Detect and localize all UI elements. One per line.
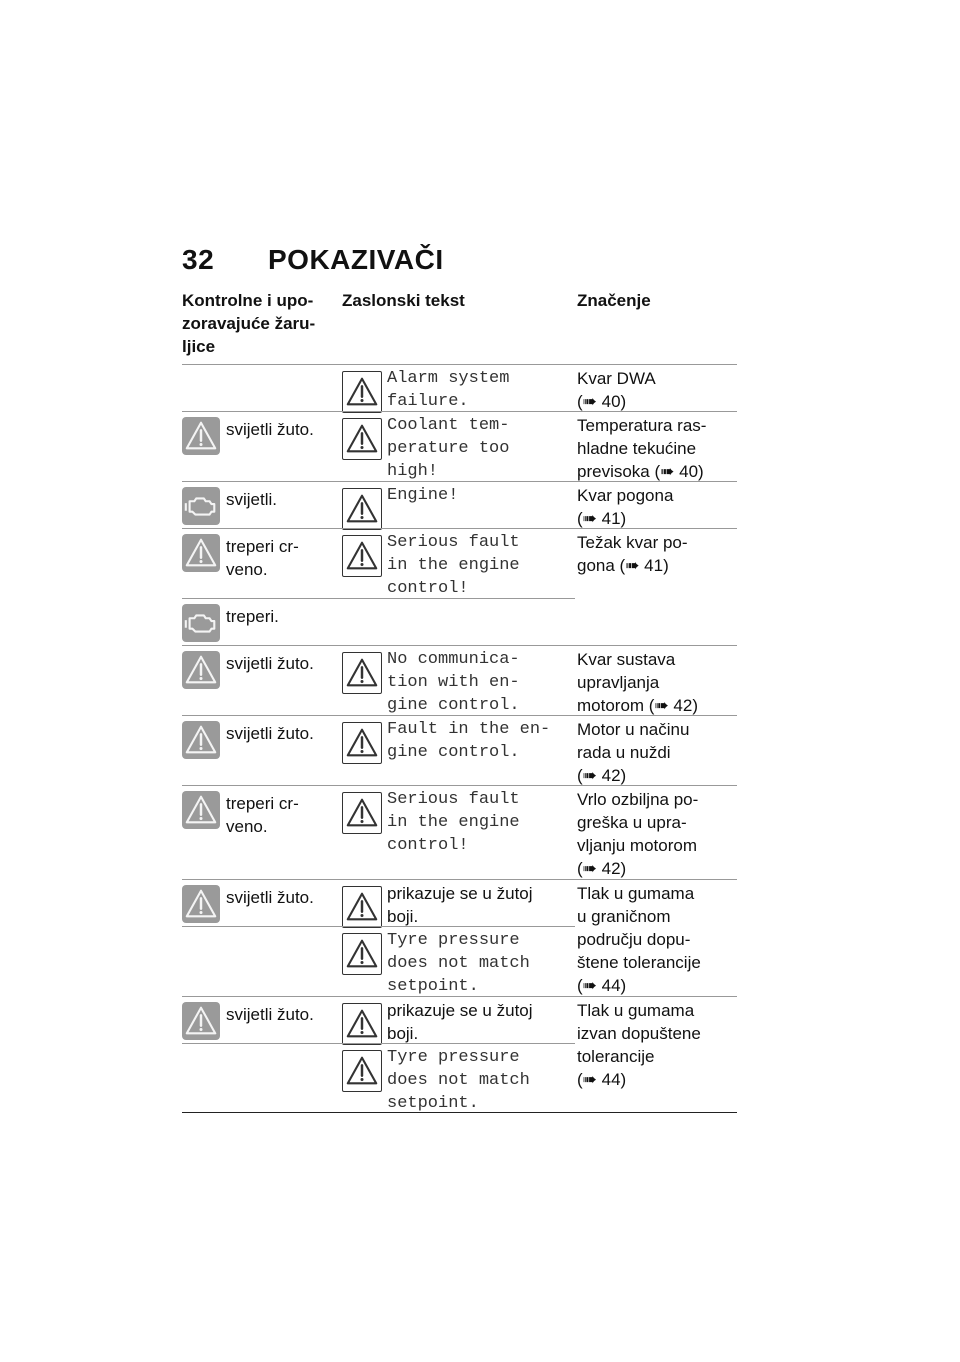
text-line: području dopu- [577, 930, 691, 949]
column-header-line: zoravajuće žaru- [182, 314, 316, 333]
meaning-text [577, 718, 737, 787]
indicator-state-text [226, 1003, 338, 1026]
text-line: control! [387, 836, 469, 855]
meaning-text [577, 788, 737, 880]
text-line: boji. [387, 907, 419, 926]
warning-triangle-icon [182, 1002, 220, 1040]
text-line: in the engine [387, 556, 520, 575]
warning-triangle-outline-icon [342, 792, 382, 834]
warning-triangle-icon [182, 885, 220, 923]
text-line: prikazuje se u žutoj [387, 1001, 533, 1020]
text-line: upravljanja [577, 673, 660, 692]
warning-triangle-outline-icon [342, 886, 382, 928]
text-line: Kvar DWA [577, 369, 656, 388]
text-line: veno. [226, 817, 268, 836]
engine-check-icon [182, 604, 220, 642]
row-divider [182, 598, 575, 599]
text-line: (➠ 42) [577, 766, 627, 785]
text-line: Tyre pressure [387, 931, 520, 950]
text-line: tolerancije [577, 1047, 655, 1066]
warning-triangle-icon [182, 534, 220, 572]
meaning-text [577, 999, 737, 1091]
warning-triangle-outline-icon [342, 371, 382, 413]
text-line: previsoka (➠ 40) [577, 462, 704, 481]
display-text [387, 788, 567, 857]
row-divider [182, 528, 737, 529]
text-line: Coolant tem- [387, 416, 510, 435]
text-line: gine control. [387, 696, 520, 715]
row-divider [182, 645, 737, 646]
text-line: in the engine [387, 813, 520, 832]
text-line: svijetli žuto. [226, 724, 314, 743]
warning-triangle-icon [182, 791, 220, 829]
text-line: high! [387, 462, 439, 481]
text-line: (➠ 40) [577, 392, 627, 411]
text-line: Tlak u gumama [577, 884, 695, 903]
display-text [387, 1046, 567, 1115]
warning-triangle-icon [182, 651, 220, 689]
text-line: Motor u načinu [577, 720, 690, 739]
display-text [387, 999, 567, 1045]
text-line: does not match [387, 954, 530, 973]
column-header-line: ljice [182, 337, 216, 356]
text-line: (➠ 41) [577, 509, 627, 528]
text-line: setpoint. [387, 977, 479, 996]
text-line: gona (➠ 41) [577, 556, 669, 575]
display-text [387, 367, 567, 413]
warning-triangle-outline-icon [342, 535, 382, 577]
text-line: Kvar sustava [577, 650, 676, 669]
text-line: failure. [387, 392, 469, 411]
text-line: greška u upra- [577, 813, 687, 832]
text-line: treperi. [226, 607, 279, 626]
text-line: motorom (➠ 42) [577, 696, 698, 715]
text-line: Tlak u gumama [577, 1001, 695, 1020]
indicator-state-text [226, 792, 338, 838]
meaning-text [577, 367, 737, 413]
row-divider [182, 715, 737, 716]
column-header-meaning: Značenje [577, 291, 651, 310]
text-line: Tyre pressure [387, 1048, 520, 1067]
text-line: svijetli žuto. [226, 888, 314, 907]
meaning-text [577, 531, 737, 577]
text-line: treperi cr- [226, 794, 299, 813]
text-line: u graničnom [577, 907, 671, 926]
text-line: control! [387, 579, 469, 598]
text-line: Alarm system [387, 369, 510, 388]
text-line: setpoint. [387, 1094, 479, 1113]
warning-triangle-outline-icon [342, 933, 382, 975]
page-title: POKAZIVAČI [268, 244, 444, 275]
warning-triangle-outline-icon [342, 488, 382, 530]
text-line: prikazuje se u žutoj [387, 884, 533, 903]
text-line: izvan dopuštene [577, 1024, 701, 1043]
column-header-line: Kontrolne i upo- [182, 291, 314, 310]
text-line: gine control. [387, 743, 520, 762]
row-divider [182, 411, 737, 412]
text-line: tion with en- [387, 673, 520, 692]
text-line: (➠ 44) [577, 1070, 627, 1089]
text-line: (➠ 44) [577, 976, 627, 995]
indicator-state-text [226, 605, 338, 628]
text-line: Težak kvar po- [577, 533, 688, 552]
column-header-display-text: Zaslonski tekst [342, 291, 465, 310]
meaning-text [577, 414, 737, 483]
display-text [387, 648, 567, 717]
text-line: Temperatura ras- [577, 416, 707, 435]
warning-triangle-icon [182, 417, 220, 455]
row-divider [182, 364, 737, 365]
text-line: štene tolerancije [577, 953, 701, 972]
text-line: vljanju motorom [577, 836, 697, 855]
row-divider [182, 926, 575, 927]
warning-triangle-outline-icon [342, 418, 382, 460]
meaning-text [577, 484, 737, 530]
display-text [387, 718, 567, 764]
row-divider [182, 996, 737, 997]
indicator-state-text [226, 418, 338, 441]
text-line: svijetli. [226, 490, 278, 509]
text-line: Fault in the en- [387, 720, 551, 739]
display-text [387, 531, 567, 600]
text-line: svijetli žuto. [226, 654, 314, 673]
display-text [387, 414, 567, 483]
row-divider [182, 879, 737, 880]
text-line: svijetli žuto. [226, 1005, 314, 1024]
display-text [387, 484, 567, 507]
text-line: treperi cr- [226, 537, 299, 556]
text-line: does not match [387, 1071, 530, 1090]
indicator-state-text [226, 535, 338, 581]
indicator-state-text [226, 488, 338, 511]
row-divider [182, 1043, 575, 1044]
row-divider [182, 481, 737, 482]
text-line: (➠ 42) [577, 859, 627, 878]
text-line: No communica- [387, 650, 520, 669]
display-text [387, 882, 567, 928]
engine-check-icon [182, 487, 220, 525]
warning-triangle-outline-icon [342, 1050, 382, 1092]
text-line: perature too [387, 439, 510, 458]
warning-triangle-outline-icon [342, 1003, 382, 1045]
display-text [387, 929, 567, 998]
indicator-state-text [226, 722, 338, 745]
indicator-state-text [226, 886, 338, 909]
text-line: rada u nuždi [577, 743, 671, 762]
text-line: hladne tekućine [577, 439, 697, 458]
table-bottom-rule [182, 1112, 737, 1113]
warning-triangle-outline-icon [342, 722, 382, 764]
row-divider [182, 785, 737, 786]
warning-triangle-outline-icon [342, 652, 382, 694]
page-number: 32 [182, 244, 215, 275]
text-line: veno. [226, 560, 268, 579]
text-line: boji. [387, 1024, 419, 1043]
text-line: Vrlo ozbiljna po- [577, 790, 699, 809]
text-line: Serious fault [387, 533, 520, 552]
indicator-state-text [226, 652, 338, 675]
text-line: Kvar pogona [577, 486, 674, 505]
text-line: Serious fault [387, 790, 520, 809]
page-header [182, 244, 444, 276]
column-header-lights [182, 289, 332, 358]
warning-triangle-icon [182, 721, 220, 759]
meaning-text [577, 882, 737, 997]
text-line: Engine! [387, 486, 459, 505]
meaning-text [577, 648, 737, 717]
text-line: svijetli žuto. [226, 420, 314, 439]
